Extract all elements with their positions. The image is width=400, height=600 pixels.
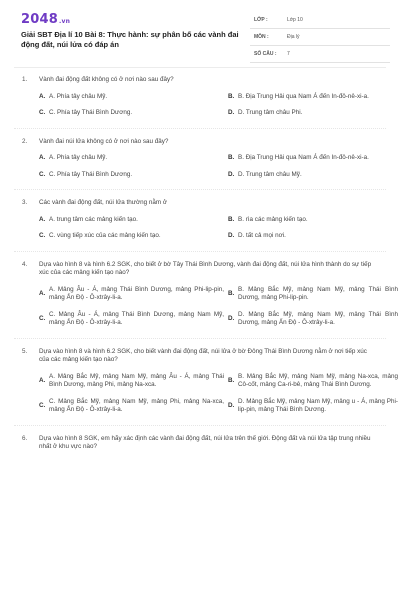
question-item: [22, 138, 378, 180]
option-letter: B.: [228, 289, 235, 297]
option-text: C. Mảng Âu - Á, mảng Thái Bình Dương, mảng Nam Mỹ, mảng Ấn Độ - Ô-xtrây-li-a.: [49, 310, 224, 326]
header-divider: [14, 67, 386, 68]
question-body: Dựa vào hình 8 và hình 6.2 SGK, cho biết ở bờ Tây Thái Bình Dương, vành đai động đất, núi lửa hình thành do sự tiếp xúc của các mảng kiến tạo nào?: [39, 260, 372, 276]
answer-options: [22, 216, 378, 241]
answer-option[interactable]: [39, 373, 224, 390]
meta-value: Địa lý: [287, 34, 300, 40]
answer-options: [22, 154, 378, 179]
question-divider: [14, 189, 386, 190]
option-letter: C.: [39, 109, 46, 116]
answer-option[interactable]: [228, 286, 398, 303]
option-text: A. Phía tây châu Mỹ.: [49, 92, 108, 100]
option-letter: B.: [228, 215, 235, 223]
option-letter: A.: [39, 154, 46, 161]
question-body: Dựa vào hình 8 SGK, em hãy xác định các vành đai động đất, núi lửa trên thế giới. Động đất và núi lửa tập trung nhiều nhất ở khu vực nào?: [39, 434, 371, 450]
meta-label: LỚP :: [254, 17, 268, 23]
option-text: C. Phía tây Thái Bình Dương.: [49, 170, 133, 178]
answer-options: [22, 93, 378, 118]
option-text: C. vùng tiếp xúc của các mảng kiến tạo.: [49, 232, 161, 239]
answer-options: [22, 372, 398, 415]
question-number: 4.: [22, 260, 28, 268]
option-text: A. Phía tây châu Mỹ.: [49, 154, 108, 161]
option-text: D. Trung tâm châu Phi.: [238, 109, 303, 116]
option-text: B. Địa Trung Hải qua Nam Á đến In-đô-nê-xi-a.: [238, 92, 369, 100]
option-text: D. Mảng Bắc Mỹ, mảng Nam Mỹ, mảng Thái Bình Dương, mảng Ấn Độ - Ô-xtrây-li-a.: [238, 310, 398, 326]
option-letter: A.: [39, 215, 46, 223]
option-letter: A.: [39, 92, 46, 100]
answer-option[interactable]: [39, 286, 224, 303]
answer-option[interactable]: [228, 171, 398, 180]
option-letter: C.: [39, 232, 46, 239]
question-number: 2.: [22, 137, 28, 145]
question-body: Các vành đai động đất, núi lửa thường nằm ở: [39, 199, 168, 206]
question-list: [0, 76, 400, 462]
option-text: A. Mảng Bắc Mỹ, mảng Nam Mỹ, mảng Âu - Á, mảng Thái Bình Dương, mảng Phi, mảng Na-xca.: [49, 372, 224, 388]
answer-option[interactable]: [39, 171, 224, 180]
answer-option[interactable]: [39, 93, 224, 102]
meta-label: SỐ CÂU :: [254, 51, 277, 57]
question-divider: [14, 425, 386, 426]
option-letter: D.: [228, 401, 235, 409]
question-item: [22, 435, 378, 452]
question-text: [22, 435, 378, 452]
answer-option[interactable]: [228, 311, 398, 328]
option-letter: D.: [228, 170, 235, 178]
meta-row-count: [250, 48, 390, 63]
option-text: D. tất cả mọi nơi.: [238, 232, 286, 239]
question-number: 5.: [22, 347, 28, 355]
option-letter: D.: [228, 232, 235, 239]
option-text: B. Mảng Bắc Mỹ, mảng Nam Mỹ, mảng Na-xca, mảng Cô-cốt, mảng Ca-ri-bê, mảng Thái Bình Dương.: [238, 372, 398, 388]
option-text: B. rìa các mảng kiến tạo.: [238, 215, 308, 223]
meta-panel: [250, 14, 390, 65]
question-number: 1.: [22, 76, 28, 83]
option-letter: C.: [39, 401, 46, 409]
header: [0, 0, 400, 70]
meta-value: Lớp 10: [287, 17, 303, 23]
option-text: A. trung tâm các mảng kiến tạo.: [49, 215, 138, 223]
option-text: B. Mảng Bắc Mỹ, mảng Nam Mỹ, mảng Thái Bình Dương, mảng Phi-lip-pin.: [238, 285, 398, 301]
question-number: 6.: [22, 434, 28, 442]
question-item: [22, 260, 398, 328]
brand-tld: .vn: [58, 18, 71, 25]
option-letter: B.: [228, 92, 235, 100]
answer-option[interactable]: [39, 154, 224, 163]
option-letter: A.: [39, 376, 46, 384]
option-letter: D.: [228, 109, 235, 116]
option-letter: C.: [39, 170, 46, 178]
question-text: [22, 138, 378, 147]
option-text: A. Mảng Âu - Á, mảng Thái Bình Dương, mảng Phi-lip-pin, mảng Ấn Độ - Ô-xtrây-li-a.: [49, 285, 224, 301]
meta-label: MÔN :: [254, 34, 269, 40]
option-text: D. Mảng Bắc Mỹ, mảng Nam Mỹ, mảng u - Á, mảng Phi-lip-pin, mảng Thái Bình Dương.: [238, 397, 398, 413]
meta-row-class: [250, 14, 390, 29]
question-item: [22, 76, 378, 118]
answer-option[interactable]: [228, 232, 398, 241]
option-letter: B.: [228, 154, 235, 161]
brand-name: 2048: [21, 12, 58, 27]
answer-option[interactable]: [228, 216, 398, 225]
question-item: [22, 199, 378, 241]
document-title: Giải SBT Địa lí 10 Bài 8: Thực hành: sự phân bố các vành đai động đất, núi lửa có đáp án: [21, 30, 239, 49]
answer-option[interactable]: [228, 154, 398, 163]
brand-logo[interactable]: [21, 12, 70, 27]
meta-value: 7: [287, 51, 290, 57]
question-text: [22, 199, 378, 208]
option-text: C. Mảng Bắc Mỹ, mảng Nam Mỹ, mảng Phi, mảng Na-xca, mảng Ấn Độ - Ô-xtrây-li-a.: [49, 397, 224, 413]
answer-option[interactable]: [39, 109, 224, 118]
question-divider: [14, 128, 386, 129]
question-text: [22, 348, 378, 365]
answer-option[interactable]: [39, 216, 224, 225]
question-text: [22, 76, 378, 85]
answer-options: [22, 285, 398, 328]
answer-option[interactable]: [228, 93, 398, 102]
meta-row-subject: [250, 31, 390, 46]
answer-option[interactable]: [39, 311, 224, 328]
answer-option[interactable]: [228, 398, 398, 415]
option-text: B. Địa Trung Hải qua Nam Á đến In-đô-nê-xi-a.: [238, 154, 369, 161]
option-letter: A.: [39, 289, 46, 297]
answer-option[interactable]: [228, 373, 398, 390]
question-divider: [14, 251, 386, 252]
question-text: [22, 261, 378, 278]
question-body: Vành đai động đất không có ở nơi nào sau đây?: [39, 76, 174, 83]
answer-option[interactable]: [39, 398, 224, 415]
answer-option[interactable]: [228, 109, 398, 118]
option-letter: B.: [228, 376, 235, 384]
question-body: Dựa vào hình 8 và hình 6.2 SGK, cho biết vành đai động đất, núi lửa ở bờ Đông Thái Bình Dương nằm ở nơi tiếp xúc của các mảng kiến tạo nào?: [39, 347, 367, 363]
option-text: C. Phía tây Thái Bình Dương.: [49, 109, 133, 116]
answer-option[interactable]: [39, 232, 224, 241]
question-number: 3.: [22, 199, 28, 206]
question-item: [22, 347, 398, 415]
option-letter: D.: [228, 314, 235, 322]
question-divider: [14, 338, 386, 339]
option-text: D. Trung tâm châu Mỹ.: [238, 170, 302, 178]
option-letter: C.: [39, 314, 46, 322]
question-body: Vành đai núi lửa không có ở nơi nào sau đây?: [39, 137, 169, 145]
